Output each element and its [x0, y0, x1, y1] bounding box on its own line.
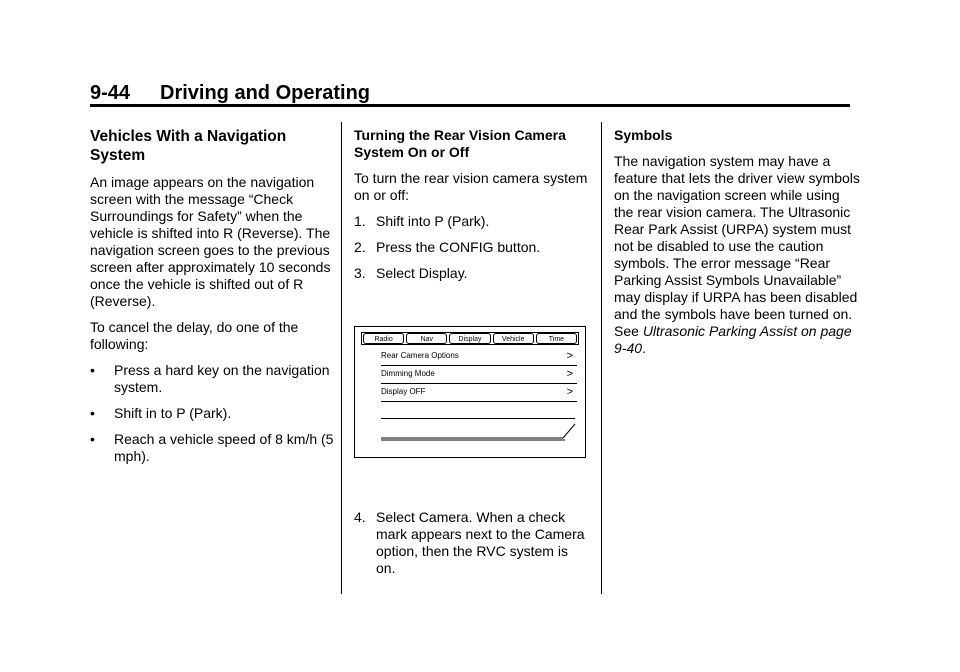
- bullet-item: [90, 362, 335, 396]
- step-number: 1.: [354, 213, 366, 229]
- step-item: [354, 265, 590, 282]
- tab-time: Time: [536, 333, 577, 344]
- step-item: [354, 509, 590, 577]
- chevron-right-icon: >: [566, 386, 573, 398]
- menu-item-label: Rear Camera Options: [381, 351, 459, 360]
- camera-intro: To turn the rear vision camera system on or off:: [354, 170, 588, 203]
- section-title: Driving and Operating: [160, 82, 371, 104]
- menu-scroll-illustration: [355, 327, 585, 457]
- page-number: 9-44: [90, 82, 131, 104]
- step-number: 3.: [354, 265, 366, 281]
- column-divider-1: [341, 122, 342, 594]
- column-3: [614, 127, 860, 366]
- bullet-item: [90, 405, 335, 422]
- step-text: Shift into P (Park).: [376, 213, 490, 229]
- tab-vehicle: Vehicle: [493, 333, 534, 344]
- step-text: Press the CONFIG button.: [376, 239, 541, 255]
- bullet-dot: •: [90, 362, 95, 378]
- header-rule: [90, 104, 850, 107]
- step-item: [354, 213, 590, 230]
- symbols-text: The navigation system may have a feature that lets the driver view symbols on the navigation screen while using the rear vision camera. The Ultrasonic Rear Park Assist (URPA) system must not be disabled to use the caution symbols. The error message “Rear Parking Assist Symbols Unavailable” may display if URPA has been disabled and the symbols have been turned on. See: [614, 153, 860, 339]
- chevron-right-icon: >: [566, 368, 573, 380]
- tab-nav: Nav: [406, 333, 447, 344]
- bullet-dot: •: [90, 405, 95, 421]
- step-text: Select Display.: [376, 265, 468, 281]
- column-2: [354, 127, 590, 586]
- bullet-text: Shift in to P (Park).: [114, 405, 232, 421]
- step-item: [354, 239, 590, 256]
- config-display-screen-illustration: [354, 326, 586, 458]
- menu-item-label: Dimming Mode: [381, 369, 435, 378]
- chevron-right-icon: >: [566, 350, 573, 362]
- bullet-item: [90, 431, 335, 465]
- page-header: [90, 82, 370, 105]
- symbols-period: .: [642, 340, 646, 356]
- camera-heading: Turning the Rear Vision Camera System On or Off: [354, 127, 566, 160]
- bullet-text: Press a hard key on the navigation system.: [114, 362, 330, 395]
- step-text: Select Camera. When a check mark appears next to the Camera option, then the RVC system is on.: [376, 509, 585, 576]
- step-number: 2.: [354, 239, 366, 255]
- tab-radio: Radio: [363, 333, 404, 344]
- symbols-paragraph: [614, 153, 860, 357]
- column-divider-2: [601, 122, 602, 594]
- cross-reference-link[interactable]: Ultrasonic Parking Assist on page 9-40: [614, 323, 852, 356]
- tab-display: Display: [449, 333, 490, 344]
- nav-paragraph: An image appears on the navigation screen with the message “Check Surroundings for Safety” when the vehicle is shifted into R (Reverse). The navigation screen goes to the previous screen after approximately 10 seconds once the vehicle is shifted out of R (Reverse).: [90, 174, 331, 309]
- menu-item-label: Display OFF: [381, 387, 426, 396]
- step-number: 4.: [354, 509, 366, 525]
- cancel-delay-intro: To cancel the delay, do one of the following:: [90, 319, 299, 352]
- nav-heading: Vehicles With a Navigation System: [90, 128, 287, 164]
- bullet-text: Reach a vehicle speed of 8 km/h (5 mph).: [114, 431, 334, 464]
- symbols-heading: Symbols: [614, 127, 673, 143]
- column-1: [90, 127, 335, 474]
- bullet-dot: •: [90, 431, 95, 447]
